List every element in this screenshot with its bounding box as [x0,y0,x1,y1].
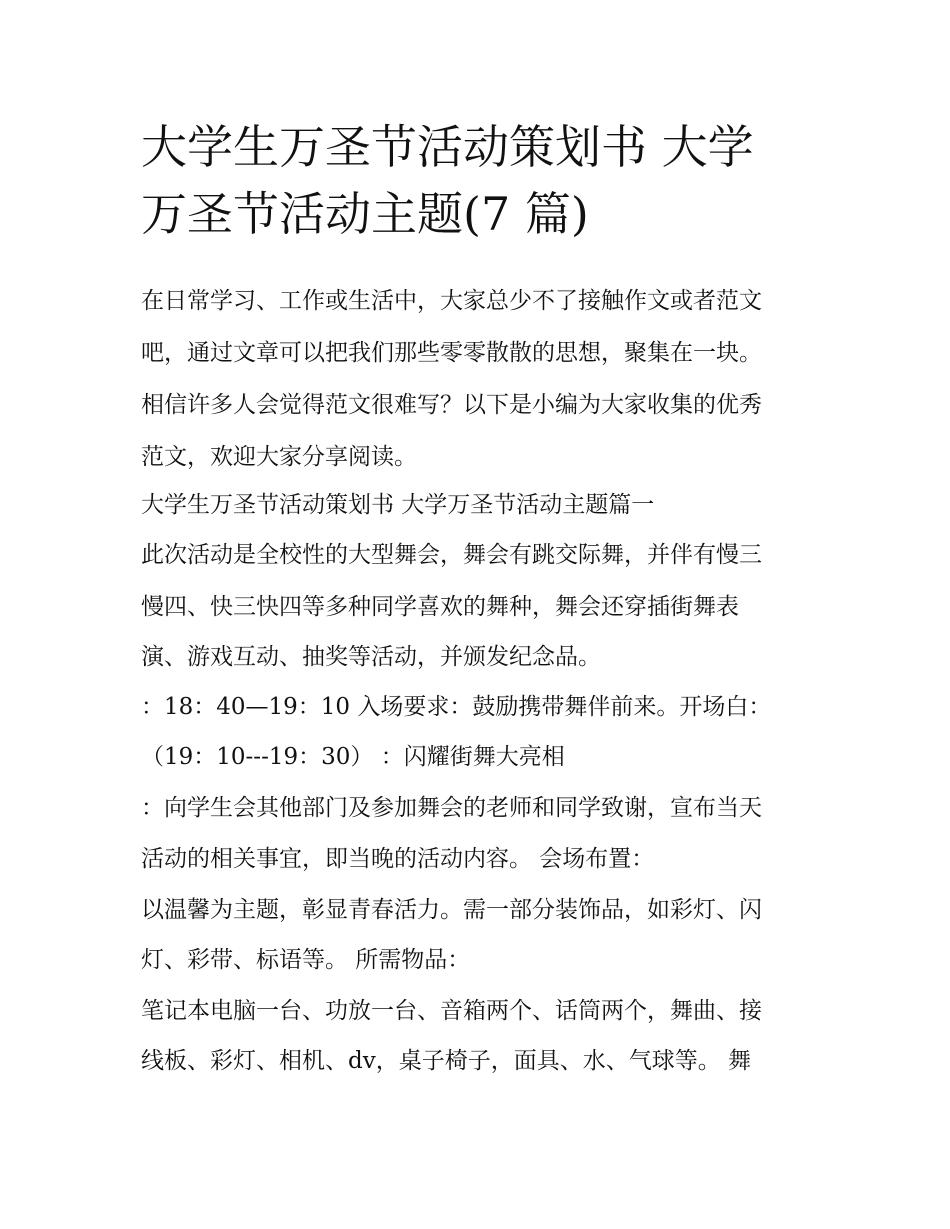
body-line-7: 慢四、快三快四等多种同学喜欢的舞种，舞会还穿插街舞表 [141,594,739,620]
body-line-9: ：18：40—19：10 入场要求：鼓励携带舞伴前来。开场白： [141,694,772,720]
body-line-16: 线板、彩灯、相机、dv，桌子椅子，面具、水、气球等。 舞 [141,1048,752,1074]
body-line-1: 在日常学习、工作或生活中，大家总少不了接触作文或者范文 [141,288,762,314]
body-line-2: 吧，通过文章可以把我们那些零零散散的思想，聚集在一块。 [141,340,762,366]
body-line-13: 以温馨为主题，彰显青春活力。需一部分装饰品，如彩灯、闪 [141,897,762,923]
body-line-14: 灯、彩带、标语等。 所需物品： [141,947,471,973]
body-line-6: 此次活动是全校性的大型舞会，舞会有跳交际舞，并伴有慢三 [141,542,762,568]
body-line-15: 笔记本电脑一台、功放一台、音箱两个、话筒两个，舞曲、接 [141,998,762,1024]
body-line-12: 活动的相关事宜，即当晚的活动内容。 会场布置： [141,846,655,872]
body-line-10: （19：10---19：30） ：闪耀街舞大亮相 [141,744,565,770]
section-heading: 大学生万圣节活动策划书 大学万圣节活动主题篇一 [141,492,655,518]
body-line-4: 范文，欢迎大家分享阅读。 [141,444,417,470]
title-line-1: 大学生万圣节活动策划书 大学 [141,120,754,174]
body-line-11: ：向学生会其他部门及参加舞会的老师和同学致谢，宣布当天 [141,795,762,821]
body-line-8: 演、游戏互动、抽奖等活动，并颁发纪念品。 [141,644,601,670]
page-title [141,114,821,248]
body-line-3: 相信许多人会觉得范文很难写？以下是小编为大家收集的优秀 [141,392,762,418]
title-line-2: 万圣节活动主题(7 篇) [141,187,589,241]
